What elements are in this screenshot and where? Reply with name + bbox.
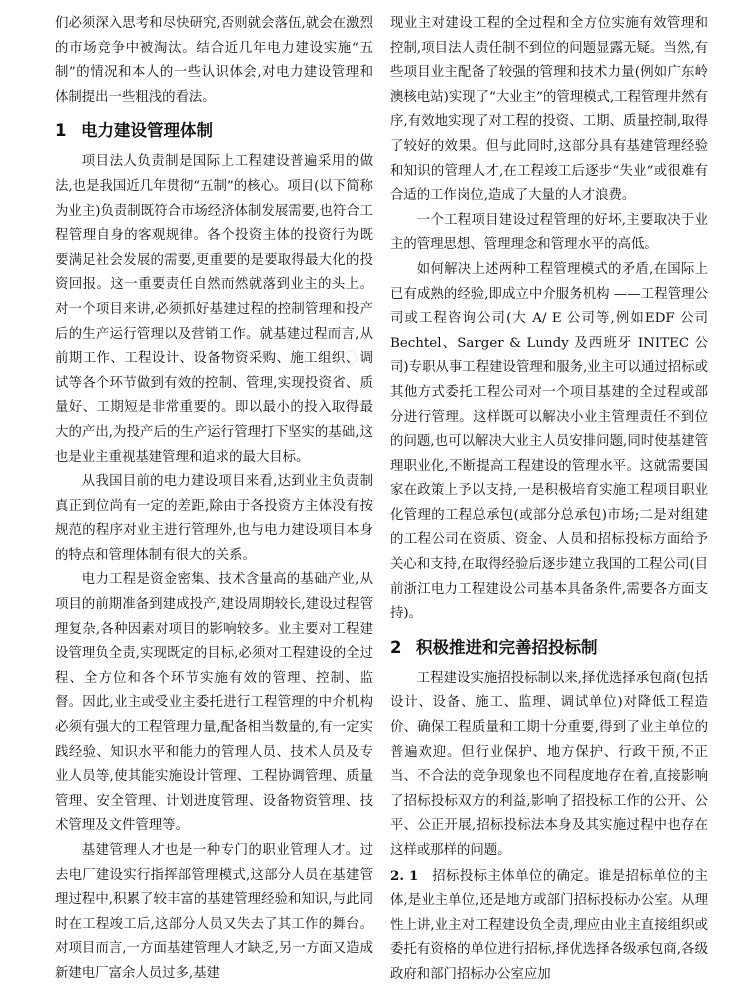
subsection-2-1 xyxy=(390,864,708,988)
section-2-number: 2 xyxy=(390,637,402,657)
subsection-2-1-label: 2. 1 xyxy=(390,867,419,884)
right-column xyxy=(390,12,708,988)
subsection-2-1-text: 招标投标主体单位的确定。谁是招标单位的主体,是业主单位,还是地方或部门招标投标办公室。从理性上讲,业主对工程建设负全责,理应由业主直接组织或委托有资格的单位进行招标,择优选择各级承包商,各级政府和部门招标办公室应加 xyxy=(390,868,708,982)
section-1-heading xyxy=(55,118,373,144)
section-1-number: 1 xyxy=(55,121,67,141)
paragraph: 基建管理人才也是一种专门的职业管理人才。过去电厂建设实行指挥部管理模式,这部分人员在基建管理过程中,积累了较丰富的基建管理经验和知识,与此同时在工程竣工后,这部分人员又失去了其工作的舞台。对项目而言,一方面基建管理人才缺乏,另一方面又造成新建电厂富余人员过多,基建 xyxy=(55,843,373,981)
watermark: ○○○ xyxy=(295,335,367,393)
paragraph: 项目法人负责制是国际上工程建设普遍采用的做法,也是我国近几年贯彻“五制”的核心。项目(以下简称为业主)负责制既符合市场经济体制发展需要,也符合工程管理自身的客观规律。各个投资主体的投资行为既要满足社会发展的需要,更重要的是要取得最大化的投资回报。这一重要责任自然而然就落到业主的头上。对一个项目来讲,必须抓好基建过程的控制管理和投产后的生产运行管理以及营销工作。就基建过程而言,从前期工作、工程设计、设备物资采购、施工组织、调试等各个环节做到有效的控制、管理,实现投资省、质量好、工期短是非常重要的。即以最小的投入取得最大的产出,为投产后的生产运行管理打下坚实的基础,这也是业主重视基建管理和追求的最大目标。 xyxy=(55,154,373,465)
paragraph-continued: 现业主对建设工程的全过程和全方位实施有效管理和控制,项目法人责任制不到位的问题显露无疑。当然,有些项目业主配备了较强的管理和技术力量(例如广东岭澳核电站)实现了“大业主”的管理模式,工程管理井然有序,有效地实现了对工程的投资、工期、质量控制,取得了较好的效果。但与此同时,这部分具有基建管理经验和知识的管理人才,在工程竣工后逐步“失业”或很难有合适的工作岗位,造成了大量的人才浪费。 xyxy=(390,16,708,204)
paragraph: 工程建设实施招投标制以来,择优选择承包商(包括设计、设备、施工、监理、调试单位)对降低工程造价、确保工程质量和工期十分重要,得到了业主单位的普遍欢迎。但行业保护、地方保护、行政干预,不正当、不合法的竞争现象也不同程度地存在着,直接影响了招标投标双方的利益,影响了招投标工作的公开、公平、公正开展,招标投标法本身及其实施过程中也存在这样或那样的问题。 xyxy=(390,670,708,858)
section-2-title: 积极推进和完善招投标制 xyxy=(416,637,598,657)
section-1-title: 电力建设管理体制 xyxy=(81,121,213,141)
section-2-heading xyxy=(390,635,708,661)
paragraph: 如何解决上述两种工程管理模式的矛盾,在国际上已有成熟的经验,即成立中介服务机构 ——工程管理公司或工程咨询公司(大 A/ E 公司等,例如EDF 公司 Bechtel、Sarger & Lundy 及西班牙 INITEC 公司)专职从事工程建设管理和服务,业主可以通过招标或其他方式委托工程公司对一个项目基建的全过程或部分进行管理。这样既可以解决小业主管理责任不到位的问题,也可以解决大业主人员安排问题,同时使基建管理职业化,不断提高工程建设的管理水平。这就需要国家在政策上予以支持,一是积极培育实施工程项目职业化管理的工程总承包(或部分总承包)市场;二是对组建的工程公司在资质、资金、人员和招标投标方面给予关心和支持,在取得经验后逐步建立我国的工程公司(目前浙江电力工程建设公司基本具备条件,需要各方面支持)。 xyxy=(390,261,708,622)
paragraph-continued: 们必须深入思考和尽快研究,否则就会落伍,就会在激烈的市场竞争中被淘汰。结合近几年电力建设实施“五制”的情况和本人的一些认识体会,对电力建设管理和体制提出一些粗浅的看法。 xyxy=(55,16,373,105)
left-column xyxy=(55,12,373,987)
paragraph: 一个工程项目建设过程管理的好坏,主要取决于业主的管理思想、管理理念和管理水平的高低。 xyxy=(390,212,708,253)
paragraph: 电力工程是资金密集、技术含量高的基础产业,从项目的前期准备到建成投产,建设周期较长,建设过程管理复杂,各种因素对项目的影响较多。业主要对工程建设管理负全责,实现既定的目标,必须对工程建设的全过程、全方位和各个环节实施有效的管理、控制、监督。因此,业主或受业主委托进行工程管理的中介机构必须有强大的工程管理力量,配备相当数量的,有一定实践经验、知识水平和能力的管理人员、技术人员及专业人员等,使其能实施设计管理、工程协调管理、质量管理、安全管理、计划进度管理、设备物资管理、技术管理及文件管理等。 xyxy=(55,572,373,834)
paragraph: 从我国目前的电力建设项目来看,达到业主负责制真正到位尚有一定的差距,除由于各投资方主体没有按规范的程序对业主进行管理外,也与电力建设项目本身的特点和管理体制有很大的关系。 xyxy=(55,474,373,563)
